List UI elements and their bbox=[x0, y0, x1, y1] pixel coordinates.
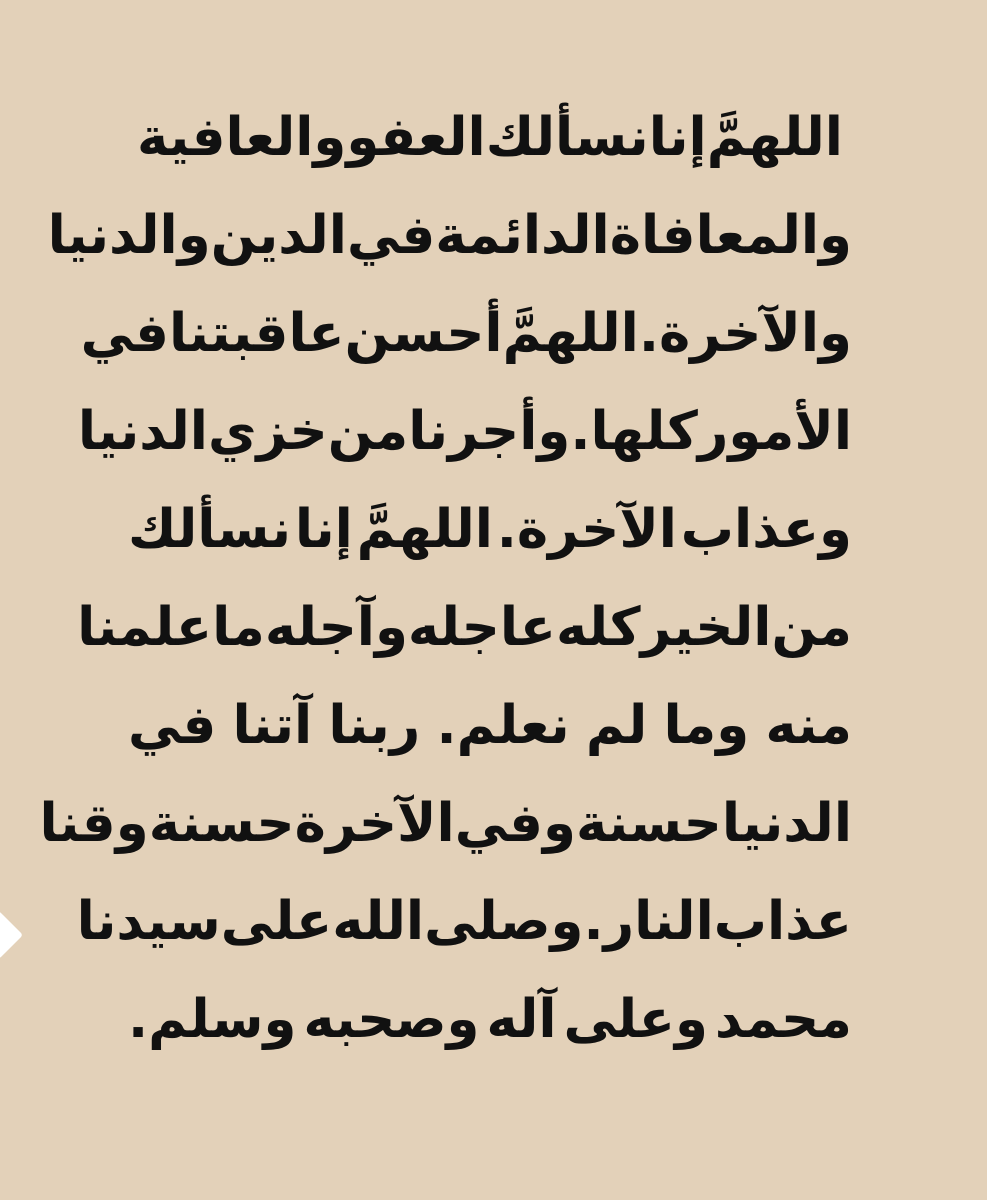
dua-word: النار. bbox=[583, 890, 714, 952]
dua-line-1 bbox=[128, 88, 852, 186]
dua-word: الآخرة bbox=[294, 792, 455, 854]
dua-word: ربنا bbox=[328, 694, 421, 756]
dua-word: في bbox=[128, 694, 217, 756]
dua-word: وعلى bbox=[563, 988, 708, 1050]
dua-word: وأجرنا bbox=[408, 400, 571, 462]
dua-line-6 bbox=[77, 578, 852, 676]
dua-word: الخير bbox=[640, 596, 772, 658]
dua-word: اللهمَّ bbox=[706, 106, 843, 168]
dua-text-block bbox=[39, 88, 852, 1098]
dua-word: علمنا bbox=[77, 596, 213, 658]
dua-line-10 bbox=[128, 970, 852, 1068]
corner-mark bbox=[0, 911, 23, 959]
dua-word: من bbox=[327, 400, 409, 462]
dua-word: والمعافاة bbox=[609, 204, 852, 266]
dua-word: في bbox=[346, 204, 436, 266]
dua-word: الأمور bbox=[697, 400, 852, 462]
dua-word: اللهمَّ bbox=[502, 302, 639, 364]
dua-line-2 bbox=[47, 186, 852, 284]
dua-word: حسنة bbox=[148, 792, 295, 854]
dua-word: حسنة bbox=[575, 792, 722, 854]
dua-word: وعذاب bbox=[680, 498, 852, 560]
dua-word: العفو bbox=[346, 106, 486, 168]
dua-word: عاقبتنا bbox=[168, 302, 345, 364]
dua-word: عاجله bbox=[407, 596, 556, 658]
dua-word: منه bbox=[765, 694, 852, 756]
dua-word: نسألك bbox=[128, 498, 292, 560]
dua-word: والآخرة. bbox=[638, 302, 852, 364]
dua-word: الدين bbox=[210, 204, 347, 266]
dua-word: آله bbox=[486, 988, 557, 1050]
dua-word: آتنا bbox=[232, 694, 313, 756]
dua-word: كلها. bbox=[570, 400, 698, 462]
dua-word: خزي bbox=[207, 400, 328, 462]
dua-word: وسلم. bbox=[128, 988, 297, 1050]
dua-word: إنا bbox=[294, 498, 353, 560]
dua-word: الدائمة bbox=[435, 204, 610, 266]
dua-word: على bbox=[220, 890, 333, 952]
dua-word: لم bbox=[585, 694, 648, 756]
dua-line-9 bbox=[76, 872, 852, 970]
dua-line-7 bbox=[128, 676, 852, 774]
dua-word: والعافية bbox=[137, 106, 347, 168]
dua-word: وآجله bbox=[264, 596, 408, 658]
dua-word: اللهمَّ bbox=[356, 498, 493, 560]
dua-line-3 bbox=[80, 284, 852, 382]
dua-word: نعلم. bbox=[436, 694, 570, 756]
dua-word: محمد bbox=[714, 988, 852, 1050]
dua-word: الآخرة. bbox=[496, 498, 677, 560]
dua-line-5 bbox=[128, 480, 852, 578]
dua-word: كله bbox=[556, 596, 641, 658]
dua-word: وقنا bbox=[39, 792, 149, 854]
dua-word: الله bbox=[332, 890, 425, 952]
dua-word: ما bbox=[212, 596, 265, 658]
dua-line-4 bbox=[77, 382, 852, 480]
dua-word: سيدنا bbox=[76, 890, 221, 952]
dua-word: والدنيا bbox=[47, 204, 211, 266]
dua-line-8 bbox=[39, 774, 852, 872]
dua-word: عذاب bbox=[713, 890, 852, 952]
dua-word: في bbox=[80, 302, 169, 364]
dua-word: نسألك bbox=[485, 106, 649, 168]
dua-word: وصحبه bbox=[303, 988, 480, 1050]
dua-word: وصلى bbox=[424, 890, 584, 952]
dua-word: أحسن bbox=[344, 302, 503, 364]
dua-word: وما bbox=[663, 694, 750, 756]
dua-word: إنا bbox=[648, 106, 707, 168]
dua-word: من bbox=[771, 596, 852, 658]
dua-word: وفي bbox=[454, 792, 576, 854]
dua-word: الدنيا bbox=[77, 400, 208, 462]
dua-word: الدنيا bbox=[721, 792, 852, 854]
